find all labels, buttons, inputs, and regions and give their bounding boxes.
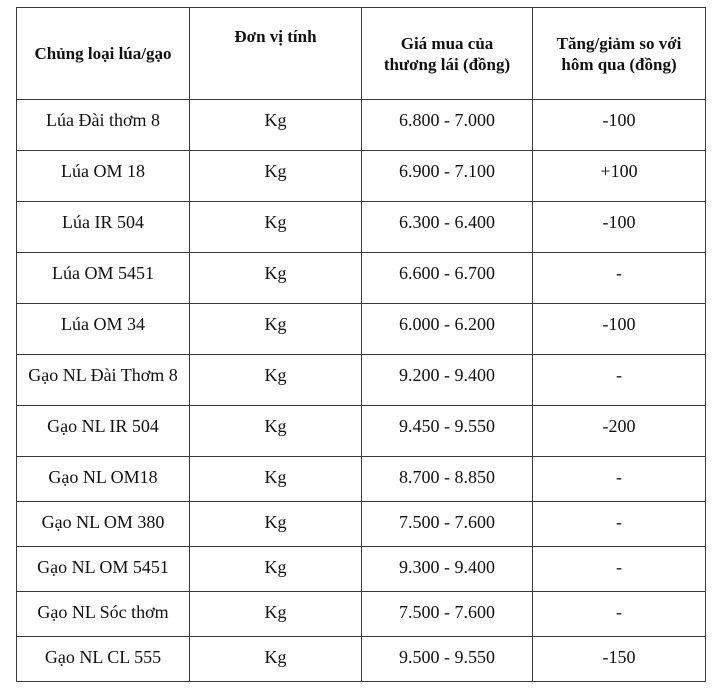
- cell-change: -100: [533, 202, 706, 253]
- table-header: [17, 8, 706, 100]
- cell-unit: Kg: [190, 406, 362, 457]
- header-text: Giá mua của: [400, 33, 494, 53]
- table-row: [17, 457, 706, 502]
- cell-change: -: [533, 502, 706, 547]
- cell-variety: Gạo NL OM 380: [17, 502, 190, 547]
- header-cell-variety: [17, 8, 190, 100]
- header-cell-change: [533, 8, 706, 100]
- cell-unit: Kg: [190, 100, 362, 151]
- table-row: [17, 592, 706, 637]
- cell-price: 6.600 - 6.700: [362, 253, 533, 304]
- table-row: [17, 406, 706, 457]
- cell-variety: Lúa IR 504: [17, 202, 190, 253]
- header-text: Đơn vị tính: [234, 27, 317, 46]
- cell-variety: Gạo NL Đài Thơm 8: [17, 355, 190, 406]
- cell-variety: Gạo NL OM18: [17, 457, 190, 502]
- table-row: [17, 502, 706, 547]
- table-row: [17, 151, 706, 202]
- header-cell-trader-price: [362, 8, 533, 100]
- cell-price: 9.300 - 9.400: [362, 547, 533, 592]
- cell-change: -: [533, 355, 706, 406]
- cell-change: -100: [533, 100, 706, 151]
- cell-unit: Kg: [190, 502, 362, 547]
- cell-variety: Gạo NL Sóc thơm: [17, 592, 190, 637]
- table-row: [17, 253, 706, 304]
- table-row: [17, 304, 706, 355]
- cell-price: 6.900 - 7.100: [362, 151, 533, 202]
- cell-change: -: [533, 457, 706, 502]
- cell-price: 6.800 - 7.000: [362, 100, 533, 151]
- cell-variety: Gạo NL IR 504: [17, 406, 190, 457]
- cell-unit: Kg: [190, 547, 362, 592]
- cell-variety: Lúa Đài thơm 8: [17, 100, 190, 151]
- cell-price: 8.700 - 8.850: [362, 457, 533, 502]
- cell-unit: Kg: [190, 304, 362, 355]
- cell-change: -: [533, 592, 706, 637]
- cell-change: -150: [533, 637, 706, 682]
- cell-change: -200: [533, 406, 706, 457]
- cell-unit: Kg: [190, 355, 362, 406]
- header-text: hôm qua (đồng): [561, 54, 677, 74]
- cell-price: 9.450 - 9.550: [362, 406, 533, 457]
- table-body: [17, 100, 706, 682]
- cell-unit: Kg: [190, 151, 362, 202]
- cell-variety: Lúa OM 18: [17, 151, 190, 202]
- cell-price: 9.200 - 9.400: [362, 355, 533, 406]
- header-cell-unit: [190, 8, 362, 100]
- cell-variety: Lúa OM 34: [17, 304, 190, 355]
- cell-unit: Kg: [190, 457, 362, 502]
- table-row: [17, 355, 706, 406]
- table-row: [17, 547, 706, 592]
- cell-price: 6.000 - 6.200: [362, 304, 533, 355]
- cell-change: -: [533, 253, 706, 304]
- cell-change: -100: [533, 304, 706, 355]
- cell-variety: Gạo NL OM 5451: [17, 547, 190, 592]
- cell-change: +100: [533, 151, 706, 202]
- header-row: [17, 8, 706, 100]
- cell-variety: Lúa OM 5451: [17, 253, 190, 304]
- rice-price-table: [16, 7, 706, 682]
- header-text: Tăng/giảm so với: [556, 33, 682, 53]
- header-text: Chủng loại lúa/gạo: [34, 44, 172, 63]
- cell-price: 6.300 - 6.400: [362, 202, 533, 253]
- cell-unit: Kg: [190, 253, 362, 304]
- cell-variety: Gạo NL CL 555: [17, 637, 190, 682]
- header-text: thương lái (đồng): [383, 54, 511, 74]
- cell-price: 9.500 - 9.550: [362, 637, 533, 682]
- cell-price: 7.500 - 7.600: [362, 592, 533, 637]
- cell-unit: Kg: [190, 637, 362, 682]
- cell-change: -: [533, 547, 706, 592]
- cell-unit: Kg: [190, 202, 362, 253]
- table-row: [17, 637, 706, 682]
- table-row: [17, 100, 706, 151]
- cell-price: 7.500 - 7.600: [362, 502, 533, 547]
- price-table-container: [16, 7, 705, 682]
- table-row: [17, 202, 706, 253]
- cell-unit: Kg: [190, 592, 362, 637]
